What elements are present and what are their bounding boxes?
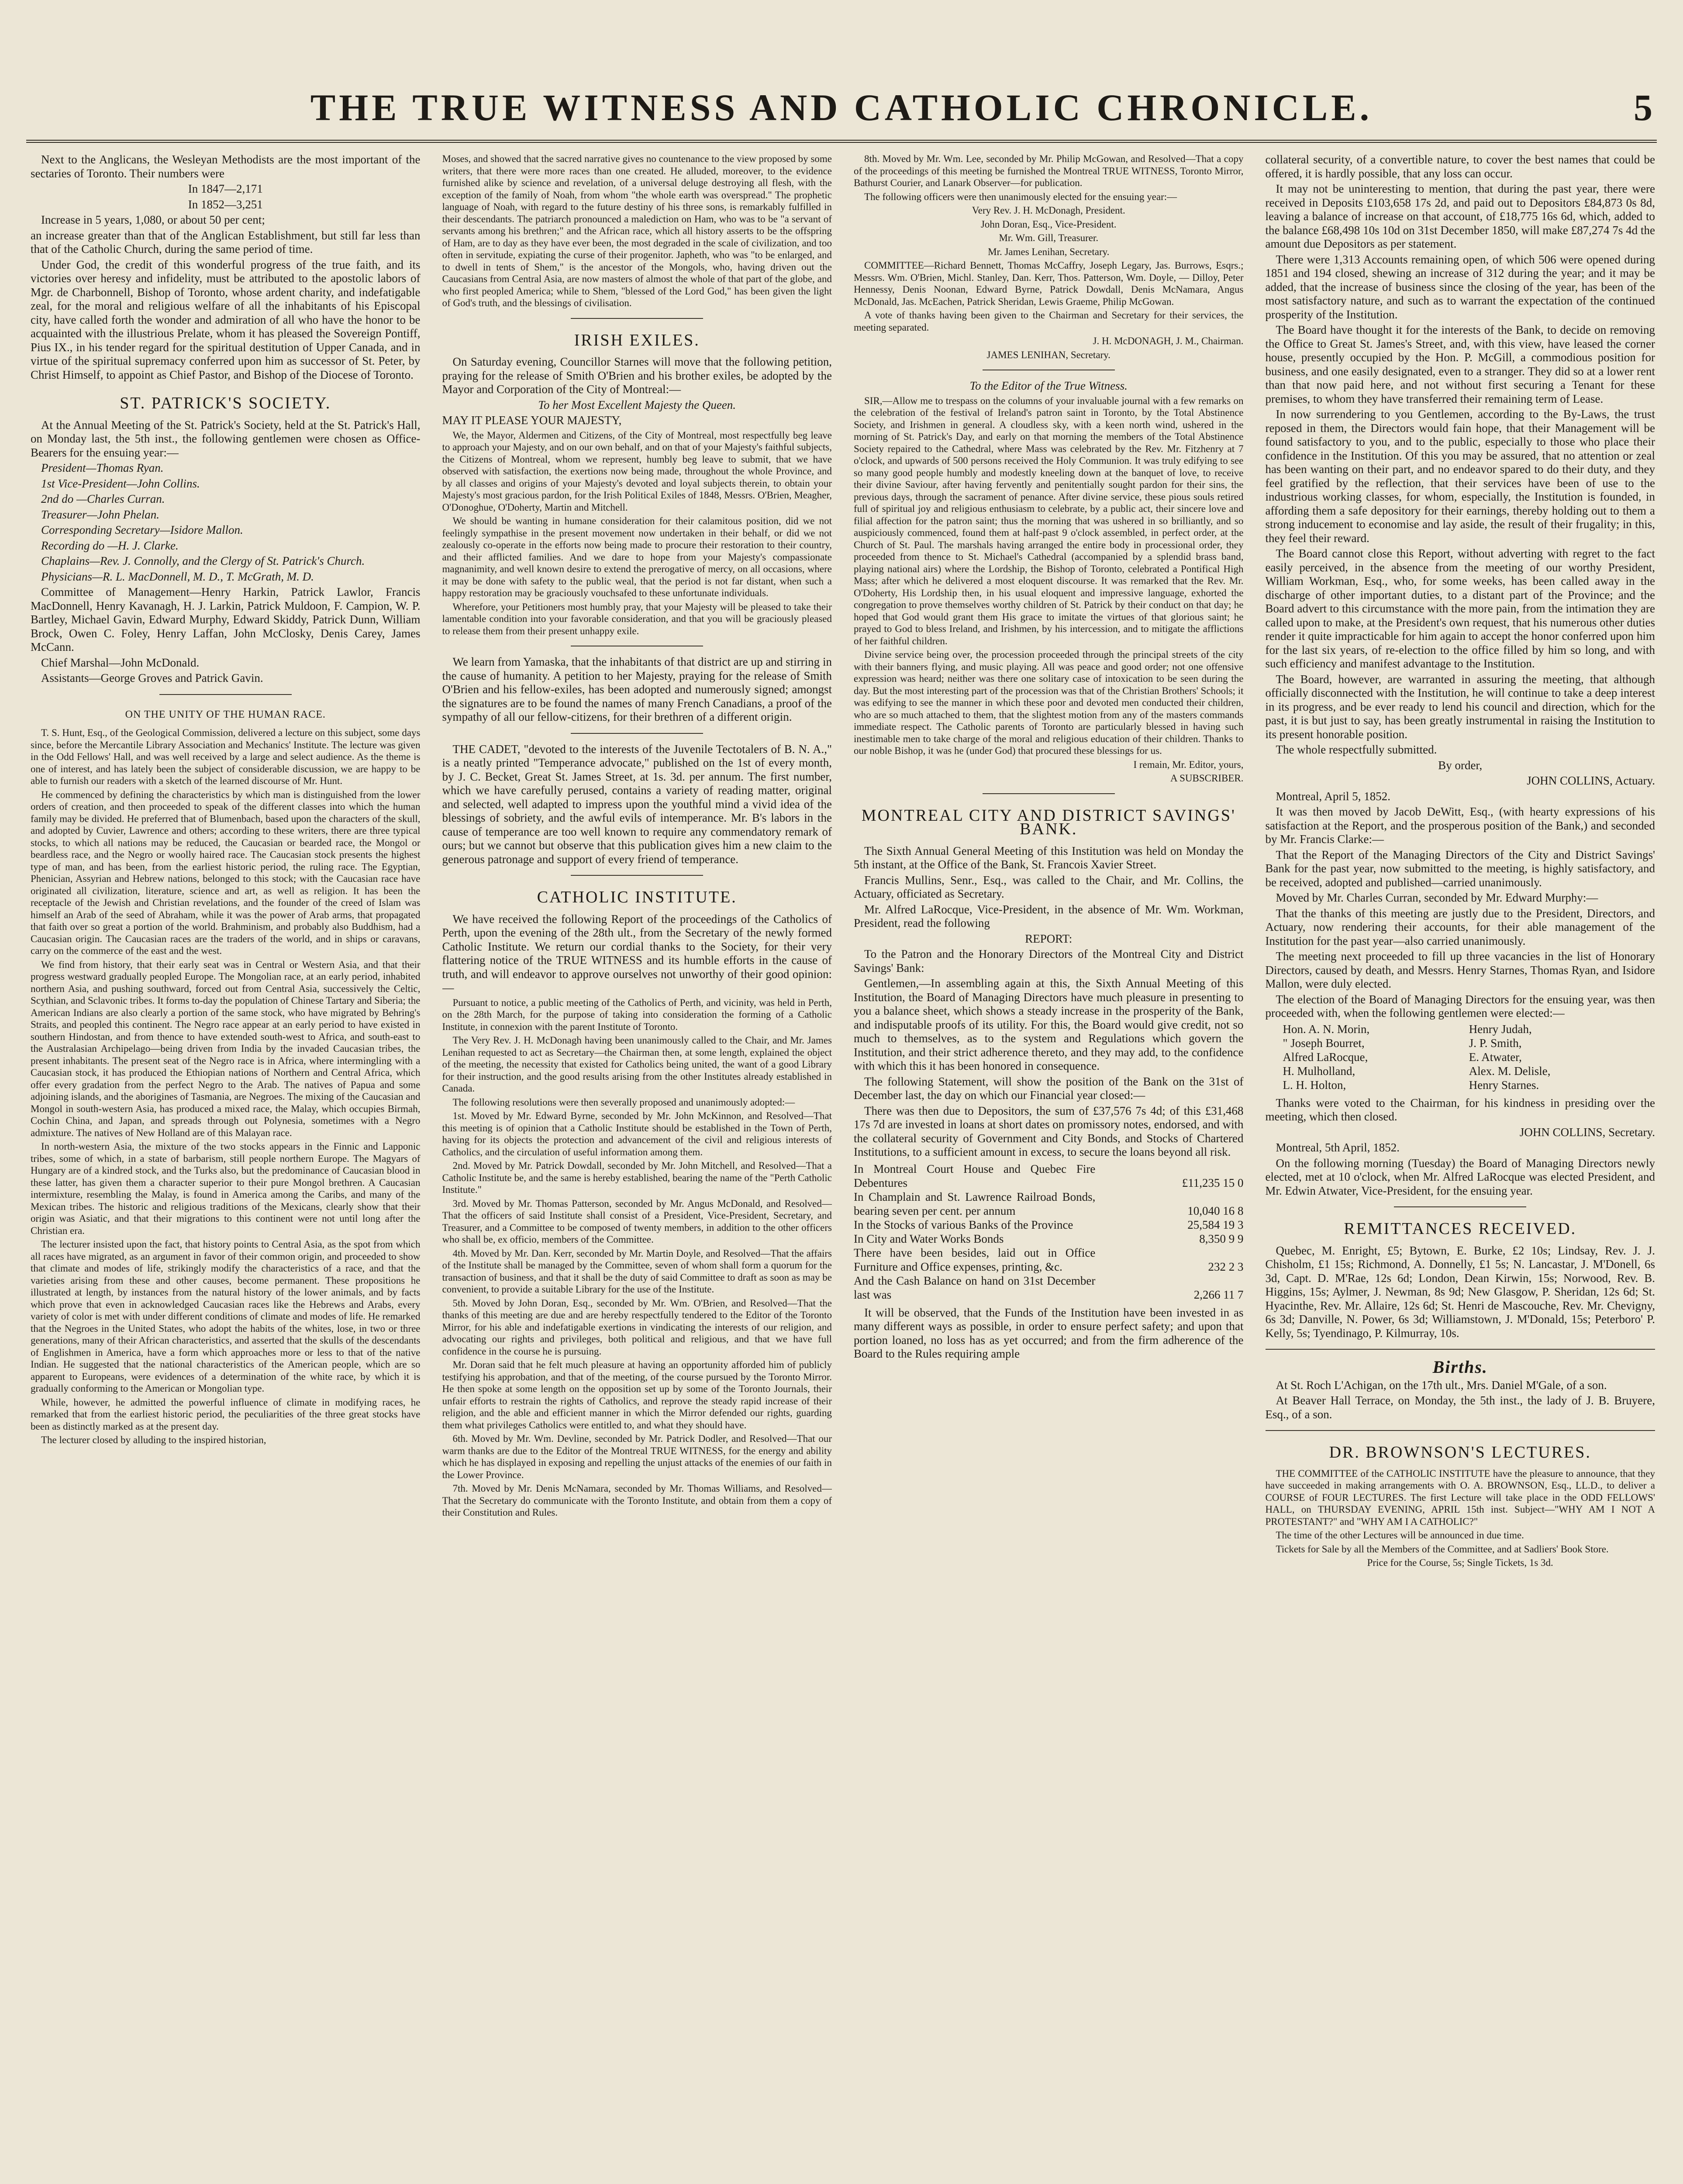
paragraph: T. S. Hunt, Esq., of the Geological Commission, delivered a lecture on this subject, some days since, before the Mercantile Library Association and Mechanics' Institute. The lecture was given in the Odd Fellows' Hall, and was well received by a large and select audience. As the theme is one of interest, and has lately been the subject of considerable discussion, we are happy to be able to furnish our readers with a sketch of the learned discourse of Mr. Hunt. (31, 727, 421, 786)
paragraph: Mr. Alfred LaRocque, Vice-President, in the absence of Mr. Wm. Workman, President, read the following (854, 902, 1244, 930)
paragraph: Thanks were voted to the Chairman, for his kindness in presiding over the meeting, which then closed. (1265, 1096, 1655, 1123)
director-name: Alex. M. Delisle, (1469, 1064, 1551, 1078)
paragraph: The following officers were then unanimously elected for the ensuing year:— (864, 191, 1177, 202)
officer-line: 2nd do —Charles Curran. (41, 492, 165, 505)
section-title-savings-bank: MONTREAL CITY AND DISTRICT SAVINGS' BANK. (861, 806, 1236, 838)
paragraph: Next to the Anglicans, the Wesleyan Methodists are the most important of the sectaries of Toronto. Their numbers were (31, 153, 421, 180)
divider (571, 733, 703, 734)
paragraph: Divine service being over, the procession proceeded through the principal streets of the city with their banners flying, and music playing. All was peace and good order; not one offensive expression was heard; neither was there one solitary case of intoxication to be seen during the day. But the most interesting part of the procession was that of the Christian Brothers' Schools; it was edifying to see the manner in which these poor and devoted men conducted their children, who are so much attached to them, that the slightest motion from any of the masters commands immediate respect. The Catholic parents of Toronto are particularly blessed in having such inestimable men to take charge of the moral and religious education of their children. Thanks to our noble Bishop, it was he (under God) that procured these blessings for us. (854, 649, 1244, 756)
row-label: There have been besides, laid out in Office Furniture and Office expenses, printing, &c. (854, 1246, 1096, 1273)
petition-salutation: MAY IT PLEASE YOUR MAJESTY, (442, 414, 622, 427)
paragraph: Wherefore, your Petitioners most humbly pray, that your Majesty will be pleased to take their lamentable condition into your favorable consideration, and that you will be graciously pleased to release them from their present unhappy exile. (442, 601, 832, 636)
row-amount: 232 2 3 (1208, 1260, 1244, 1273)
officer-line: Physicians—R. L. MacDonnell, M. D., T. McGrath, M. D. (41, 570, 314, 583)
officer-line: Recording do —H. J. Clarke. (41, 539, 179, 552)
dateline: Montreal, 5th April, 1852. (1276, 1141, 1400, 1154)
row-label: In City and Water Works Bonds (854, 1232, 1004, 1245)
officer-line: President—Thomas Ryan. (41, 461, 164, 474)
paragraph: In north-western Asia, the mixture of the two stocks appears in the Finnic and Lapponic tribes, some of which, in a state of barbarism, still people northern Europe. The Magyars of Hungary are of a kindred stock, and the Turks also, but the predominance of Caucasian blood in these latter, has given them a character superior to their pure Mongol brethren. A Caucasian intermixture, resembling the Malay, is found in America among the Caribs, and many of the Mexican tribes. The historic and religious traditions of the Mexicans, clearly show that their origin was Asiatic, and that their migrations to this continent were not until long after the Christian era. (31, 1141, 421, 1236)
table-row (854, 1232, 1244, 1246)
section-title-remittances: REMITTANCES RECEIVED. (1344, 1220, 1577, 1238)
paragraph: 8th. Moved by Mr. Wm. Lee, seconded by Mr. Philip McGowan, and Resolved—That a copy of the proceedings of this meeting be furnished the Montreal TRUE WITNESS, Toronto Mirror, Bathurst Courier, and Lanark Observer—for publication. (854, 153, 1244, 188)
director-name: H. Mulholland, (1283, 1064, 1355, 1078)
paragraph: 6th. Moved by Mr. Wm. Devline, seconded by Mr. Patrick Dodler, and Resolved—That our warm thanks are due to the Editor of the Montreal TRUE WITNESS, for the energy and ability which he has displayed in exposing and repelling the unjust attacks of the enemies of our faith in the Lower Province. (442, 1433, 832, 1480)
paragraph: It was then moved by Jacob DeWitt, Esq., (with hearty expressions of his satisfaction at the Report, and the prosperous position of the Bank,) and seconded by Mr. Francis Clarke:— (1265, 805, 1655, 846)
director-name: " Joseph Bourret, (1283, 1036, 1365, 1050)
paragraph: collateral security, of a convertible nature, to cover the best names that could be offered, it is hardly possible, that any loss can occur. (1265, 153, 1655, 180)
director-name: Alfred LaRocque, (1283, 1050, 1368, 1064)
paragraph: 7th. Moved by Mr. Denis McNamara, seconded by Mr. Thomas Williams, and Resolved—That the Secretary do communicate with the Toronto Institute, and obtain from them a copy of their Constitution and Rules. (442, 1483, 832, 1518)
director-name: Henry Starnes. (1469, 1078, 1539, 1092)
paragraph: The meeting next proceeded to fill up three vacancies in the list of Honorary Directors, caused by death, and Messrs. Henry Starnes, Thomas Ryan, and Isidore Mallon, were duly elected. (1265, 950, 1655, 990)
paragraph: He commenced by defining the characteristics by which man is distinguished from the lower orders of creation, and then proceeded to speak of the different classes into which the human family may be divided. He preferred that of Blumenbach, based upon the characters of the skull, and adopted by Cuvier, Lawrence and others; according to these writers, there are three typical stocks, to which all nations may be reduced, the Caucasian or bearded race, the Mongol or beardless race, and the Negro or woolly haired race. The Caucasian stock presents the highest type of man, and has been, from the earliest historic period, the ruling race. The Egyptian, Phenician, Assyrian and Hebrew nations, belonged to this stock; with the Caucasian race have originated all civilization, literature, science and art, as well as religion. It has been the receptacle of the Jewish and Christian revelations, and the founder of the creed of Islam was himself an Arab of the seed of Abraham, while it was the power of Arab arms, that propagated that faith over so great a portion of the world. Brahminism, and probably also Buddhism, had a Caucasian origin. The Caucasian races are the traders of the world, and in ships or caravans, carry on the commerce of the east and the west. (31, 789, 421, 956)
paragraph: SIR,—Allow me to trespass on the columns of your invaluable journal with a few remarks on the celebration of the festival of Ireland's patron saint in Toronto, by the Total Abstinence Society, and Irishmen in general. A cloudless sky, with a keen north wind, ushered in the morning of St. Patrick's Day, and early on that morning the members of the Total Abstinence Society repaired to the Cathedral, where Mass was celebrated by the Rev. Mr. Fitzhenry at 7 o'clock, and upwards of 500 persons received the Holy Communion. It was truly edifying to see so many good people humbly and modestly kneeling down at the banquet of love, to receive their divine Saviour, after having fervently and penitentially sought pardon for their sins, the previous days, through the sacrament of penance. After divine service, these pious souls retired full of spiritual joy and religious enthusiasm to celebrate, by a public act, their sincere love and filial affection for the patron saint; thus the morning that was ushered in so brilliantly, and so auspiciously commenced, found them at half-past 9 o'clock assembled, in perfect order, at the Church of St. Paul. The marshals having arranged the entire body in processional order, they proceeded from thence to St. Michael's Cathedral (accompanied by a splendid brass band, playing national airs) where the Lordship, the Bishop of Toronto, celebrated a Pontifical High Mass; after which he delivered a most eloquent discourse. It was remarked that the Rev. Mr. O'Doherty, His Lordship then, in his usual eloquent and impressive language, exhorted the congregation to prove themselves worthy children of St. Patrick by their conduct on that day; he hoped that God would grant them His grace to imitate the virtues of that glorious saint; he prayed to God to bless Ireland, and Irishmen, by his intercession, and to mitigate the afflictions of her faithful children. (854, 395, 1244, 646)
paragraph: Under God, the credit of this wonderful progress of the true faith, and its victories over heresy and infidelity, must be attributed to the apostolic labors of Mgr. de Charbonnell, Bishop of Toronto, whose ardent charity, and indefatigable zeal, for the moral and religious welfare of all the inhabitants of his Episcopal city, have called forth the wonder and admiration of all who have the honor to be acquainted with the illustrious Prelate, whom it has pleased the Sovereign Pontiff, Pius IX., in his tender regard for the spiritual destitution of Upper Canada, and in virtue of the spiritual supremacy conferred upon him as successor of St. Peter, by Christ Himself, to appoint as Chief Pastor, and Bishop of the Diocese of Toronto. (31, 258, 421, 381)
paragraph: 1st. Moved by Mr. Edward Byrne, seconded by Mr. John McKinnon, and Resolved—That this meeting is of opinion that a Catholic Institute should be established in the Town of Perth, having for its objects the protection and advancement of the civil and religious interests of Catholics, and the circulation of useful information among them. (442, 1110, 832, 1158)
divider (983, 793, 1115, 794)
column-4 (1266, 153, 1655, 2184)
officer-line: Corresponding Secretary—Isidore Mallon. (41, 523, 243, 536)
advertisement: Price for the Course, 5s; Single Tickets, 1s 3d. (1367, 1557, 1553, 1568)
paragraph: The election of the Board of Managing Directors for the ensuing year, was then proceeded with, when the following gentlemen were elected:— (1265, 992, 1655, 1019)
paragraph: Pursuant to notice, a public meeting of the Catholics of Perth, and vicinity, was held in Perth, on the 28th March, for the purpose of taking into consideration the forming of a Catholic Institute, in connexion with the parent Institute of Toronto. (442, 997, 832, 1032)
stat-line: In 1852—3,251 (188, 197, 263, 211)
paragraph: That the Report of the Managing Directors of the City and District Savings' Bank for the past year, now submitted to the meeting, is highly satisfactory, and be received, adopted and published—carried unanimously. (1265, 848, 1655, 889)
officer-line: Mr. James Lenihan, Secretary. (988, 246, 1110, 257)
row-amount: 8,350 9 9 (1199, 1232, 1244, 1245)
table-row (854, 1162, 1244, 1190)
section-title-catholic-institute: CATHOLIC INSTITUTE. (537, 888, 737, 906)
paragraph: The Sixth Annual General Meeting of this Institution was held on Monday the 5th instant, at the Office of the Bank, St. Francois Xavier Street. (854, 844, 1244, 871)
director-name: Henry Judah, (1469, 1022, 1532, 1036)
paragraph: The following Statement, will show the position of the Bank on the 31st of December last, the day on which our Financial year closed:— (854, 1075, 1244, 1102)
section-title-unity: ON THE UNITY OF THE HUMAN RACE. (125, 708, 326, 720)
paragraph: The following resolutions were then severally proposed and unanimously adopted:— (452, 1096, 795, 1108)
page-header (26, 74, 1657, 143)
investments-table (854, 1162, 1244, 1302)
paragraph: The Very Rev. J. H. McDonagh having been unanimously called to the Chair, and Mr. James Lenihan requested to act as Secretary—the Chairman then, at some length, explained the object of the meeting, the necessity that existed for Catholics being united, the want of a good Library for their instruction, and the good results arising from the other Institutes already established in Canada. (442, 1035, 832, 1094)
directors-list (1283, 1022, 1655, 1092)
paragraph: A vote of thanks having been given to the Chairman and Secretary for their services, the meeting separated. (854, 310, 1244, 333)
divider (1266, 1430, 1655, 1431)
officer-line: Chaplains—Rev. J. Connolly, and the Clergy of St. Patrick's Church. (41, 554, 365, 567)
birth-notice: At Beaver Hall Terrace, on Monday, the 5th inst., the lady of J. B. Bruyere, Esq., of a son. (1265, 1394, 1655, 1421)
paragraph: At the Annual Meeting of the St. Patrick's Society, held at the St. Patrick's Hall, on Monday last, the 5th inst., the following gentlemen were chosen as Office-Bearers for the ensuing year:— (31, 418, 421, 459)
paragraph: That the thanks of this meeting are justly due to the President, Directors, and Actuary, now rendering their accounts, for their able management of the Institution for the past year—also carried unanimously. (1265, 906, 1655, 947)
letter-signature: A SUBSCRIBER. (1170, 773, 1244, 784)
paragraph: We learn from Yamaska, that the inhabitants of that district are up and stirring in the cause of humanity. A petition to her Majesty, praying for the release of Smith O'Brien and his fellow-exiles, has been adopted and numerously signed; amongst the signatures are to be found the names of many French Canadians, a proof of the sympathy of all our fellow-citizens, for their brethren of a different origin. (442, 655, 832, 723)
paragraph: We, the Mayor, Aldermen and Citizens, of the City of Montreal, most respectfully beg leave to approach your Majesty, and on our own behalf, and on that of your Majesty's faithful subjects, the Citizens of Montreal, whom we represent, humbly beg leave to submit, that we have observed with satisfaction, the exertions now being made, throughout the whole Province, and by all classes and origins of your Majesty's devoted and loyal subjects therein, to obtain your Majesty's most gracious pardon, for the Irish Political Exiles of 1848, Messrs. O'Brien, Meagher, O'Donoghue, O'Doherty, Martin and Mitchell. (442, 429, 832, 513)
paragraph: In now surrendering to you Gentlemen, according to the By-Laws, the trust reposed in them, the Directors would fain hope, that their Management will be found satisfactory to you, and to the public, especially to those who place their confidence in the Institution. Of this you may be assured, that no attention or zeal has been wanting on their part, and no endeavor spared to do their duty, and they feel gratified by the reflection, that their services have been of use to the industrious working classes, for whom, especially, the Institution is founded, in affording them a safe depository for their earnings, thereby holding out to them a strong inducement to economise and lay aside, the result of their frugality; in this, they feel their reward. (1265, 408, 1655, 545)
row-amount: £11,235 15 0 (1182, 1176, 1244, 1189)
paragraph: 2nd. Moved by Mr. Patrick Dowdall, seconded by Mr. John Mitchell, and Resolved—That a Catholic Institute be, and the same is hereby established, bearing the name of the "Perth Catholic Institute." (442, 1160, 832, 1195)
column-3 (854, 153, 1244, 2184)
table-row (854, 1274, 1244, 1302)
section-title-irish-exiles: IRISH EXILES. (574, 331, 700, 349)
paragraph: Increase in 5 years, 1,080, or about 50 per cent; (41, 213, 265, 226)
paragraph: Mr. Doran said that he felt much pleasure at having an opportunity afforded him of publicly testifying his approbation, and that of the meeting, of the course pursued by the Toronto Mirror. He then spoke at some length on the opposition set up by some of the Toronto Journals, their unfair efforts to restrain the rights of Catholics, and reprove the steady rapid increase of their religion, and the able and efficient manner in which the Mirror defended our rights, guarding them what privileges Catholics were entitled to, and what they should have. (442, 1359, 832, 1431)
table-row (854, 1218, 1244, 1232)
signature: JOHN COLLINS, Secretary. (1519, 1125, 1655, 1139)
director-name: E. Atwater, (1469, 1050, 1522, 1064)
paragraph: 4th. Moved by Mr. Dan. Kerr, seconded by Mr. Martin Doyle, and Resolved—That the affairs of the Institute shall be managed by the Committee, seven of whom shall form a quorum for the transaction of business, and that it shall be the duty of said Committee to draft as soon as may be convenient, to provide a suitable Library for the use of the Institute. (442, 1248, 832, 1295)
section-title-st-patricks: ST. PATRICK'S SOCIETY. (120, 394, 331, 412)
paragraph: We should be wanting in humane consideration for their calamitous position, did we not feelingly sympathise in the present movement now undertaken in their behalf, or did we not zealously co-operate in the efforts now being made to procure their restoration to their country, and their afflicted families. And we dare to hope from your Majesty's compassionate magnanimity, and well known desire to extend the prerogative of mercy, on all occasions, where it may be done with safety to the public weal, that the period is not far distant, when such a happy restoration may be graciously vouchsafed to these unfortunate individuals. (442, 515, 832, 598)
paragraph: There was then due to Depositors, the sum of £37,576 7s 4d; of this £31,468 17s 7d are invested in loans at short dates on promissory notes, endorsed, and with the collateral security of Government and City Bonds, and Stocks of Chartered Institutions, to a sufficient amount in excess, to secure the loans beyond all risk. (854, 1104, 1244, 1158)
advertisement: The time of the other Lectures will be announced in due time. (1276, 1530, 1524, 1541)
paragraph: Chief Marshal—John McDonald. (41, 656, 200, 669)
signature: JOHN COLLINS, Actuary. (1527, 774, 1655, 787)
columns (31, 153, 1655, 2184)
officer-line: Very Rev. J. H. McDonagh, President. (972, 205, 1125, 216)
paragraph: an increase greater than that of the Anglican Establishment, but still far less than that of the Catholic Church, during the same period of time. (31, 228, 421, 256)
director-name: L. H. Holton, (1283, 1078, 1346, 1092)
officer-line: Treasurer—John Phelan. (41, 508, 159, 521)
stat-line: In 1847—2,171 (188, 182, 263, 195)
paragraph: Francis Mullins, Senr., Esq., was called to the Chair, and Mr. Collins, the Actuary, officiated as Secretary. (854, 873, 1244, 900)
paragraph: On Saturday evening, Councillor Starnes will move that the following petition, praying for the release of Smith O'Brien and his brother exiles, be adopted by the Mayor and Corporation of the City of Montreal:— (442, 355, 832, 396)
paragraph: The Board, however, are warranted in assuring the meeting, that although officially disconnected with the Institution, he will continue to take a deep interest in its progress, and be ever ready to lend his council and direction, which for the past, it is but just to say, has been greatly instrumental in raising the Institution to its present honorable position. (1265, 672, 1655, 741)
section-title-lectures: DR. BROWNSON'S LECTURES. (1329, 1443, 1591, 1462)
paragraph: On the following morning (Tuesday) the Board of Managing Directors newly elected, met at 10 o'clock, when Mr. Alfred LaRocque was elected President, and Mr. Edwin Atwater, Vice-President, for the ensuing year. (1265, 1156, 1655, 1197)
officer-line: Mr. Wm. Gill, Treasurer. (999, 232, 1099, 243)
table-row (854, 1190, 1244, 1218)
paragraph: Committee of Management—Henry Harkin, Patrick Lawlor, Francis MacDonnell, Henry Kavanagh, H. J. Larkin, Patrick Muldoon, F. Campion, W. P. Bartley, Michael Gavin, Edward Murphy, Edward Skiddy, Patrick Dunn, William Brock, Owen C. Foley, Henry Laffan, John McClosky, Denis Carey, James McCann. (31, 585, 421, 653)
dateline: Montreal, April 5, 1852. (1276, 789, 1390, 803)
divider (1394, 1206, 1526, 1207)
paragraph: COMMITTEE—Richard Bennett, Thomas McCaffry, Joseph Legary, Jas. Burrows, Esqrs.; Messrs. Wm. O'Brien, Michl. Stanley, Dan. Kerr, Thos. Patterson, Wm. Doyle, — Dilloy, Peter Hennessy, Denis Noonan, Edward Byrne, Patrick Dowdall, Denis McNamara, Angus McDonald, Jas. McEachen, Patrick Sheridan, Lewis Graeme, Philip McGowan. (854, 260, 1244, 307)
birth-notice: At St. Roch L'Achigan, on the 17th ult., Mrs. Daniel M'Gale, of a son. (1276, 1378, 1607, 1392)
paragraph: We have received the following Report of the proceedings of the Catholics of Perth, upon the evening of the 28th ult., from the Secretary of the newly formed Catholic Institute. We return our cordial thanks to the Society, for their very flattering notice of the TRUE WITNESS and its humble efforts in the cause of truth, and will endeavor to approve ourselves not unworthy of their good opinion:— (442, 912, 832, 994)
row-amount: 10,040 16 8 (1187, 1204, 1244, 1217)
row-amount: 25,584 19 3 (1187, 1218, 1244, 1231)
officer-line: John Doran, Esq., Vice-President. (980, 218, 1117, 230)
paragraph: Gentlemen,—In assembling again at this, the Sixth Annual Meeting of this Institution, the Board of Managing Directors have much pleasure in presenting to you a balance sheet, which shows a steady increase in the prosperity of the Bank, and indisputable proofs of its utility. For this, the Board would give credit, not so much to themselves, as to the system and Regulations which govern the Institution, and their strict adherence thereto, and they may add, to the confidence with which this it has been honored in consequence. (854, 977, 1244, 1072)
paragraph: Quebec, M. Enright, £5; Bytown, E. Burke, £2 10s; Lindsay, Rev. J. J. Chisholm, £1 15s; Richmond, A. Donnelly, £1 5s; N. Lancastar, J. M'Donell, 6s 3d, Capt. D. M'Rae, 12s 6d; London, Dean Kirwin, 15s; Norwood, Rev. B. Higgins, 15s; Aylmer, J. Newman, 8s 9d; New Glasgow, P. Sheridan, 12s 6d; St. Hyacinthe, Rev. Mr. Allaire, 12s 6d; St. Henri de Mascouche, Rev. Mr. Chevigny, 6s 3d; Danville, N. Power, 6s 3d; Williamstown, J. M'Donald, 15s; Peterboro' P. Kelly, 5s; Tyendinago, P. Kilmurray, 10s. (1265, 1244, 1655, 1340)
row-amount: 2,266 11 7 (1193, 1288, 1244, 1301)
divider (1266, 1349, 1655, 1350)
director-name: Hon. A. N. Morin, (1283, 1022, 1370, 1036)
divider (159, 694, 292, 695)
signature: JAMES LENIHAN, Secretary. (986, 349, 1111, 360)
divider (571, 318, 703, 319)
masthead: THE TRUE WITNESS AND CATHOLIC CHRONICLE. (310, 86, 1373, 128)
paragraph: By order, (1438, 758, 1483, 772)
paragraph: To the Patron and the Honorary Directors of the Montreal City and District Savings' Bank: (854, 947, 1244, 975)
paragraph: 3rd. Moved by Mr. Thomas Patterson, seconded by Mr. Angus McDonald, and Resolved—That the officers of said Institute shall consist of a President, Vice-President, Secretary, and Treasurer, and a Committee to be composed of twenty members, in addition to the other officers who shall be, ex officio, members of the Committee. (442, 1198, 832, 1245)
row-label: In Champlain and St. Lawrence Railroad Bonds, bearing seven per cent. per annum (854, 1190, 1096, 1217)
paragraph: The Board have thought it for the interests of the Bank, to decide on removing the Office to Great St. James's Street, and, with this view, have leased the corner house, presently occupied by the Hon. P. McGill, a commodious position for business, and one easily designated, even to a stranger. They did so at a lower rent than that now paid here, and not without first securing a Tenant for these premises, to whom they have transferred their remaining term of Lease. (1265, 323, 1655, 405)
paragraph: Assistants—George Groves and Patrick Gavin. (41, 671, 263, 684)
section-title-births: Births. (1432, 1357, 1488, 1377)
signature: J. H. McDONAGH, J. M., Chairman. (1093, 335, 1244, 346)
paragraph: The Board cannot close this Report, without adverting with regret to the fact easily perceived, in the absence from the meeting of our worthy President, William Workman, Esq., who, for some weeks, has been called away in the discharge of other important duties, to a distant part of the Province; and the Board advert to this circumstance with the more pain, from the intimation they are called upon to make, at the President's own request, that his numerous other duties render it quite impracticable for him again to accept the honor conferred upon him for the last six years, of re-election to the office filled by him so long, and with such efficiency and manifest advantage to the Institution. (1265, 547, 1655, 670)
paragraph: The lecturer closed by alluding to the inspired historian, (41, 1434, 266, 1445)
paragraph: The lecturer insisted upon the fact, that history points to Central Asia, as the spot from which all races have migrated, as an argument in favor of their common origin, and proceeded to show that climate and modes of life, strikingly modify the characteristics of a race, and that the varieties arising from these and other causes, become permanent. These propositions he illustrated at length, by instances from the natural history of the lower animals, and by facts which prove that even in acknowledged Caucasian races like the Hebrews and Arabs, every variety of color is met with under different conditions of climate and modes of life. He remarked that the Negroes in the United States, who adopt the habits of the whites, lose, in two or three generations, many of their African characteristics, and asserted that the skulls of the descendants of Englishmen in America, have a form which approaches more or less to that of the native Indian. He suggested that the national characteristics of the American people, which are so apparent to Europeans, were evidences of a determination of the white race, by which it is gradually conforming to the American or Mongolian type. (31, 1239, 421, 1394)
divider (571, 875, 703, 876)
paragraph: Moved by Mr. Charles Curran, seconded by Mr. Edward Murphy:— (1276, 891, 1598, 904)
paragraph: We find from history, that their early seat was in Central or Western Asia, and that their progress westward gradually peopled Europe. The Mongolian race, at an early period, inhabited northern Asia, and pushing southward, forced out from Central Asia, successively the Celtic, Scythian, and Sclavonic tribes. It forms to-day the population of Chinese Tartary and Siberia; the American Indians are also clearly a portion of the same stock, who have migrated by Behring's Straits, and peopled this continent. The Negro race appear at an early period to have existed in southern Hindostan, and from thence to have extended south-west to Africa, and south-east to the Australasian Archipelago—being driven from India by the invaded Caucasian tribes, the present inhabitants. The present seat of the Negro race is in Africa, where intermingling with a Caucasian stock, it has produced the Ethiopian nations of Northern and Central Africa, which offer every gradation from the perfect Negro to the Arab. The natives of Papua and some adjoining islands, and the aborigines of Tasmania, are Negroes. The mixing of the Caucasian and Mongol in south-western Asia, has produced a mixed race, the Malay, which occupies Birmah, Cochin China, and Japan, and spreads through out Polynesia, sometimes with a Negro admixture. The natives of New Holland are of this Malayan race. (31, 959, 421, 1138)
paragraph: There were 1,313 Accounts remaining open, of which 506 were opened during 1851 and 194 closed, shewing an increase of 312 during the year; and it may be added, that the increase of business since the closing of the year, has been of the most satisfactory nature, and such as to warrant the expectation of the continued prosperity of the Institution. (1265, 252, 1655, 321)
paragraph: 5th. Moved by John Doran, Esq., seconded by Mr. Wm. O'Brien, and Resolved—That the thanks of this meeting are due and are hereby respectfully tendered to the Editor of the Toronto Mirror, for his able and indefatigable exertions in vindicating the interests of our religion, and advocating our rights and privileges, both political and religious, and that we have full confidence in the course he is pursuing. (442, 1297, 832, 1357)
advertisement: THE COMMITTEE of the CATHOLIC INSTITUTE have the pleasure to announce, that they have succeeded in making arrangements with O. A. BROWNSON, Esq., LL.D., to deliver a COURSE of FOUR LECTURES. The first Lecture will take place in the ODD FELLOWS' HALL, on THURSDAY EVENING, APRIL 15th inst. Subject—"WHY AM I NOT A PROTESTANT?" and "WHY AM I A CATHOLIC?" (1265, 1468, 1655, 1527)
paragraph: It will be observed, that the Funds of the Institution have been invested in as many different ways as possible, in order to ensure perfect safety; and upon that portion loaned, no loss has as yet occurred; and from the firm adherence of the Board to the Rules requiring ample (854, 1306, 1244, 1360)
paragraph: While, however, he admitted the powerful influence of climate in modifying races, he remarked that from the earliest historic period, the peculiarities of the three great stocks have been as distinctly marked as at the present day. (31, 1396, 421, 1432)
column-2 (442, 153, 832, 2184)
director-name: J. P. Smith, (1469, 1036, 1522, 1050)
page-number: 5 (1634, 86, 1652, 128)
row-label: In the Stocks of various Banks of the Province (854, 1218, 1073, 1231)
paragraph: Moses, and showed that the sacred narrative gives no countenance to the view proposed by some writers, that there were more races than one created. He alluded, moreover, to the evidence furnished alike by science and revelation, of a universal deluge destroying all flesh, with the exception of the family of Noah, from whom "the whole earth was overspread." The prophetic language of Noah, with regard to the future destiny of his three sons, is remarkably fulfilled in their descendants. The patriarch pronounced a malediction on Ham, who was to be "a servant of servants among his brethren;" and the African race, which all history asserts to be the offspring of Ham, are to day as they have ever been, the most degraded in the scale of civilization, and too often in servitude, expiating the curse of their progenitor. Japheth, who was "to be enlarged, and to dwell in tents of Shem," is the ancestor of the Mongols, who, having driven out the Caucasians from Central Asia, are now masters of almost the whole of that part of the globe, and who first peopled America; while to Shem, "blessed of the Lord God," has been given the light of God's truth, and the blessings of civilisation. (442, 153, 832, 308)
paragraph: THE CADET, "devoted to the interests of the Juvenile Tectotalers of B. N. A.," is a neatly printed "Temperance advocate," published on the 1st of every month, by J. C. Becket, Great St. James Street, at 1s. 3d. per annum. The first number, which we have carefully perused, contains a variety of reading matter, original and selected, well adapted to impress upon the youthful mind a vivid idea of the blessings of sobriety, and the awful evils of intemperance. Mr. B's labors in the cause of temperance are too well known to require any commendatory remark of ours; but we cannot but observe that this publication gives him a new claim to the generous patronage and support of every friend of temperance. (442, 742, 832, 866)
report-heading: REPORT: (1025, 932, 1073, 945)
letter-heading: To the Editor of the True Witness. (969, 379, 1128, 392)
column-1 (31, 153, 421, 2184)
letter-closing: I remain, Mr. Editor, yours, (1133, 759, 1244, 770)
paragraph: It may not be uninteresting to mention, that during the past year, there were received in Deposits £103,658 17s 2d, and paid out to Depositors £84,873 0s 8d, leaving a balance of increase on that account, of £18,775 16s 6d, which, added to the balance £68,498 10s 10d on 31st December 1850, will make £87,274 7s 4d the amount due Depositors as per statement. (1265, 182, 1655, 250)
table-row (854, 1246, 1244, 1274)
petition-address: To her Most Excellent Majesty the Queen. (538, 398, 736, 411)
advertisement: Tickets for Sale by all the Members of the Committee, and at Sadliers' Book Store. (1276, 1543, 1609, 1555)
paragraph: The whole respectfully submitted. (1276, 743, 1437, 756)
row-label: In Montreal Court House and Quebec Fire Debentures (854, 1162, 1096, 1189)
officer-line: 1st Vice-President—John Collins. (41, 477, 200, 490)
row-label: And the Cash Balance on hand on 31st December last was (854, 1274, 1096, 1301)
